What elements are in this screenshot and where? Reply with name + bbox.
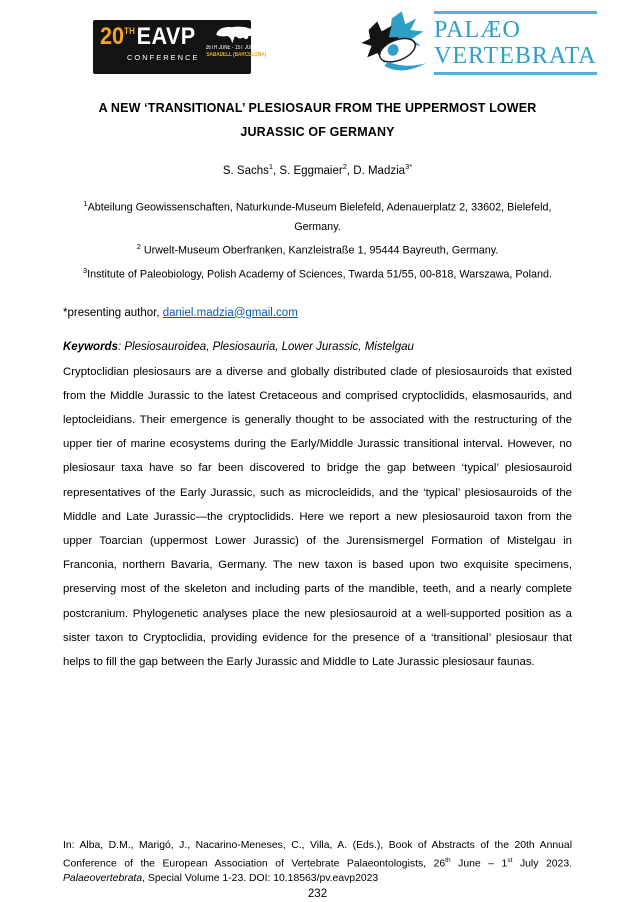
affiliation-1-text: Abteilung Geowissenschaften, Naturkunde-Museum Bielefeld, Adenauerplatz 2, 33602, Bielefeld, Germany. <box>87 201 552 234</box>
keywords-separator: : <box>117 340 125 353</box>
author-1-affil-mark: 1 <box>268 162 274 171</box>
presenting-author-prefix: *presenting author, <box>63 306 163 319</box>
keywords-text: Plesiosauroidea, Plesiosauria, Lower Jurassic, Mistelgau <box>124 340 414 353</box>
page-number: 232 <box>307 888 328 901</box>
eavp-conference-logo <box>93 20 268 74</box>
affiliation-3-text: Institute of Paleobiology, Polish Academy of Sciences, Twarda 51/55, 00-818, Warszawa, Poland. <box>87 268 553 281</box>
affiliation-2-text: Urwelt-Museum Oberfranken, Kanzleistraße 1, 95444 Bayreuth, Germany. <box>140 245 499 258</box>
keywords-line <box>63 341 572 353</box>
journal-name-line2: VERTEBRATA <box>434 43 597 69</box>
plesiosaur-icon <box>360 8 432 78</box>
eavp-ordinal: 20 <box>100 23 125 50</box>
presenting-author-note <box>63 307 572 319</box>
eavp-acronym: EAVP <box>136 23 196 50</box>
conference-dates: 26TH JUNE - 1ST JULY 2023 <box>205 45 268 51</box>
abstract-content <box>63 96 572 674</box>
author-3-affil-mark: 3* <box>405 162 413 171</box>
journal-name-line1: PALÆO <box>434 17 521 43</box>
affiliation-2 <box>59 237 576 261</box>
journal-name-block <box>434 11 597 75</box>
citation-sup-st: st <box>507 856 513 864</box>
author-3: , D. Madzia <box>346 164 406 177</box>
citation-part-4: , Special Volume 1-23. DOI: 10.18563/pv.eavp2023 <box>142 872 379 884</box>
article-title: A NEW ‘TRANSITIONAL’ PLESIOSAUR FROM THE UPPERMOST LOWER JURASSIC OF GERMANY <box>98 101 537 139</box>
email-link[interactable]: daniel.madzia@gmail.com <box>162 306 298 319</box>
citation-text <box>63 839 572 886</box>
citation-part-3: July 2023. <box>512 858 572 870</box>
citation-part-2: June – 1 <box>450 858 508 870</box>
eavp-conference-word: CONFERENCE <box>127 53 200 62</box>
eavp-logo-title-row <box>100 25 196 49</box>
citation-footer <box>63 839 572 900</box>
eavp-logo-left <box>100 25 206 70</box>
affiliation-2-mark: 2 <box>136 242 141 252</box>
affiliation-3-mark: 3 <box>82 266 88 276</box>
affiliation-1-mark: 1 <box>83 198 88 208</box>
abstract-paragraph: Cryptoclidian plesiosaurs are a diverse and globally distributed clade of plesiosauroids that existed from the Middle Jurassic to the latest Cretaceous and comprised cryptoclidids, elasmosaurids, and leptocleidians. Their emergence is generally thought to be associated with the restructuring of the upper tier of marine ecosystems during the Early/Middle Jurassic transitional interval. However, no plesiosaur taxa have so far been discovered to bridge the gap between ‘typical’ plesiosauroid representatives of the Early Jurassic, such as microcleidids, and the ‘typical’ plesiosauroids of the Middle and Late Jurassic—the cryptoclidids. Here we report a new plesiosauroid taxon from the upper Toarcian (uppermost Lower Jurassic) of the Jurensismergel Formation of Mistelgau in Franconia, northern Bavaria, Germany. The new taxon is based upon two exquisite specimens, preserving most of the skeleton and including parts of the mandible, teeth, and a nearly complete postcranium. Phylogenetic analyses place the new plesiosauroid at a well-supported position as a sister taxon to Cryptoclidia, providing evidence for the presence of a ‘transitional’ plesiosaur that helps to fill the gap between the Early Jurassic and Middle to Late Jurassic plesiosaur faunas. <box>63 365 572 669</box>
author-2-affil-mark: 2 <box>342 162 347 171</box>
conference-location: SABADELL (BARCELONA) <box>206 52 267 58</box>
citation-part-1: In: Alba, D.M., Marigó, J., Nacarino-Meneses, C., Villa, A. (Eds.), Book of Abstracts of the 20th Annual Conference of the European Association of Vertebrate Palaeontologists, 26 <box>63 840 572 870</box>
authors-line <box>63 162 572 177</box>
affiliation-1 <box>59 194 576 238</box>
author-2: , S. Eggmaier <box>273 164 343 177</box>
author-1: S. Sachs <box>222 164 269 177</box>
eavp-ordinal-suffix: TH <box>124 26 135 36</box>
citation-sup-th: th <box>445 856 451 864</box>
citation-journal-name: Palaeovertebrata <box>63 872 143 884</box>
eavp-logo-right <box>206 25 266 70</box>
affiliations <box>59 194 576 285</box>
sabertooth-skull-icon <box>214 25 258 44</box>
affiliation-3 <box>59 261 576 285</box>
palaeovertebrata-logo <box>360 8 597 78</box>
logo-rule-bottom <box>434 72 597 75</box>
logo-rule-top <box>434 11 597 14</box>
keywords-label: Keywords <box>63 340 118 353</box>
